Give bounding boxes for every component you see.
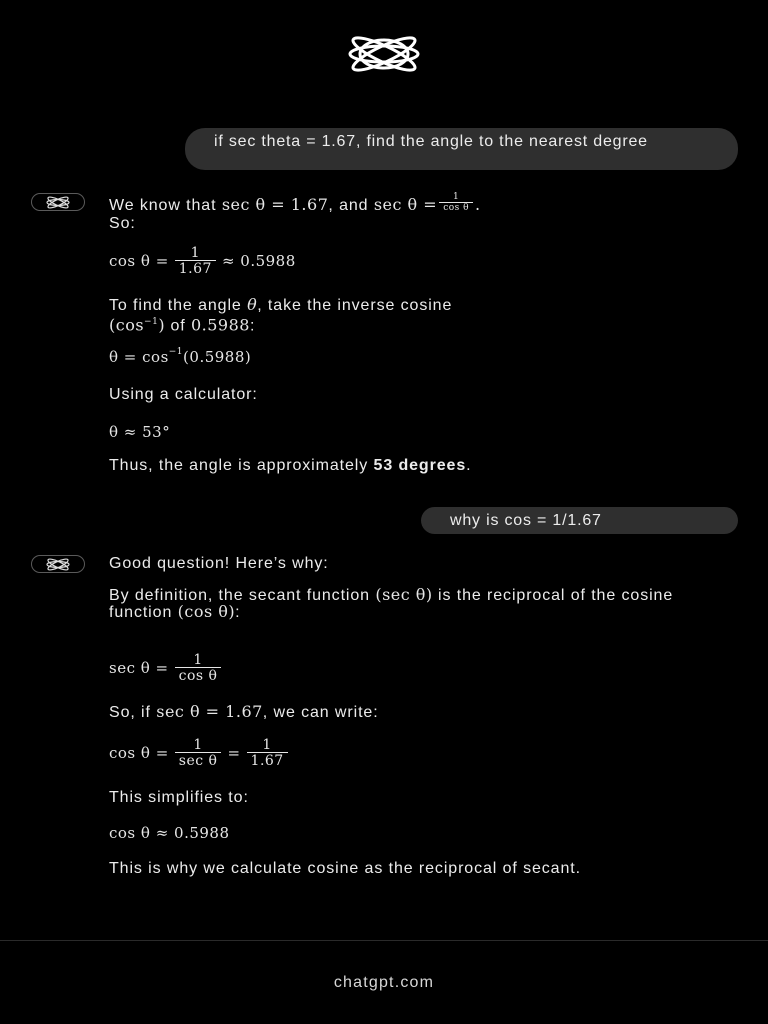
text: We know that — [109, 197, 217, 215]
eq-rhs: (0.5988) — [183, 348, 252, 366]
eq-rhs: ≈ 0.5988 — [221, 252, 296, 270]
reply-paragraph: Using a calculator: — [109, 386, 258, 403]
fraction — [175, 738, 222, 768]
reply-paragraph — [109, 297, 719, 334]
equation — [109, 653, 227, 683]
denominator: cos θ — [439, 202, 473, 213]
eq-lhs: cos θ = — [109, 744, 169, 762]
openai-logo-icon — [43, 558, 73, 571]
text: : — [249, 317, 256, 335]
text: of — [170, 317, 186, 335]
equation — [109, 348, 251, 366]
fraction — [175, 246, 216, 276]
text: , take the inverse cosine — [257, 297, 453, 314]
openai-logo-icon — [43, 196, 73, 209]
reply-paragraph — [109, 458, 719, 474]
user-message: if sec theta = 1.67, find the angle to the nearest degree — [185, 128, 738, 170]
reply-paragraph: Good question! Here’s why: — [109, 555, 329, 572]
reply-paragraph — [109, 704, 719, 721]
math-inline: ) — [158, 315, 166, 335]
reply-paragraph: This is why we calculate cosine as the reciprocal of secant. — [109, 860, 581, 877]
math-inline: (cos θ) — [177, 602, 236, 621]
text: So, if — [109, 704, 151, 721]
denominator: 1.67 — [175, 260, 216, 276]
numerator: 1 — [190, 245, 201, 261]
superscript: −1 — [144, 317, 159, 327]
equation — [109, 738, 294, 768]
openai-logo-icon — [334, 32, 434, 76]
fraction — [175, 653, 222, 683]
equals: = — [227, 744, 241, 762]
numerator: 1 — [262, 737, 272, 753]
math-inline: sec θ = 1.67 — [221, 195, 329, 215]
numerator: 1 — [193, 652, 203, 668]
fraction — [439, 193, 473, 213]
math-inline: sec θ = 1.67 — [156, 702, 263, 721]
fraction — [247, 738, 288, 768]
math-inline: θ — [247, 295, 258, 314]
numerator: 1 — [453, 192, 460, 202]
denominator: cos θ — [175, 667, 222, 683]
text: . — [466, 457, 472, 474]
text: . — [475, 195, 481, 215]
reply-paragraph: This simplifies to: — [109, 789, 249, 806]
text: , and — [328, 197, 369, 215]
text: Thus, the angle is approximately — [109, 457, 369, 474]
reply-paragraph — [109, 587, 709, 621]
bold-text: 53 degrees — [373, 457, 467, 474]
text: To find the angle — [109, 297, 242, 314]
eq-lhs: cos θ = — [109, 252, 169, 270]
eq-lhs: sec θ = — [109, 659, 169, 677]
footer-divider — [0, 940, 768, 941]
denominator: 1.67 — [247, 752, 288, 768]
text: , we can write: — [262, 704, 379, 721]
math-inline: (cos — [109, 315, 145, 335]
equation: cos θ ≈ 0.5988 — [109, 824, 230, 842]
reply-paragraph — [109, 192, 719, 232]
text: : — [235, 604, 241, 621]
text: So: — [109, 215, 136, 232]
superscript: −1 — [168, 347, 184, 357]
eq-lhs: θ = cos — [109, 348, 169, 366]
equation: θ ≈ 53° — [109, 423, 171, 441]
denominator: sec θ — [175, 752, 222, 768]
user-message: why is cos = 1/1.67 — [421, 507, 738, 534]
numerator: 1 — [193, 737, 203, 753]
footer-domain[interactable]: chatgpt.com — [333, 974, 435, 991]
assistant-avatar — [31, 555, 85, 573]
text: By definition, the secant function — [109, 587, 370, 604]
math-inline: 0.5988 — [190, 315, 250, 335]
text: is the reciprocal of the cosine function — [109, 587, 674, 621]
equation — [109, 246, 296, 276]
math-inline: sec θ = — [373, 195, 438, 215]
math-inline: (sec θ) — [375, 585, 433, 604]
assistant-avatar — [31, 193, 85, 211]
